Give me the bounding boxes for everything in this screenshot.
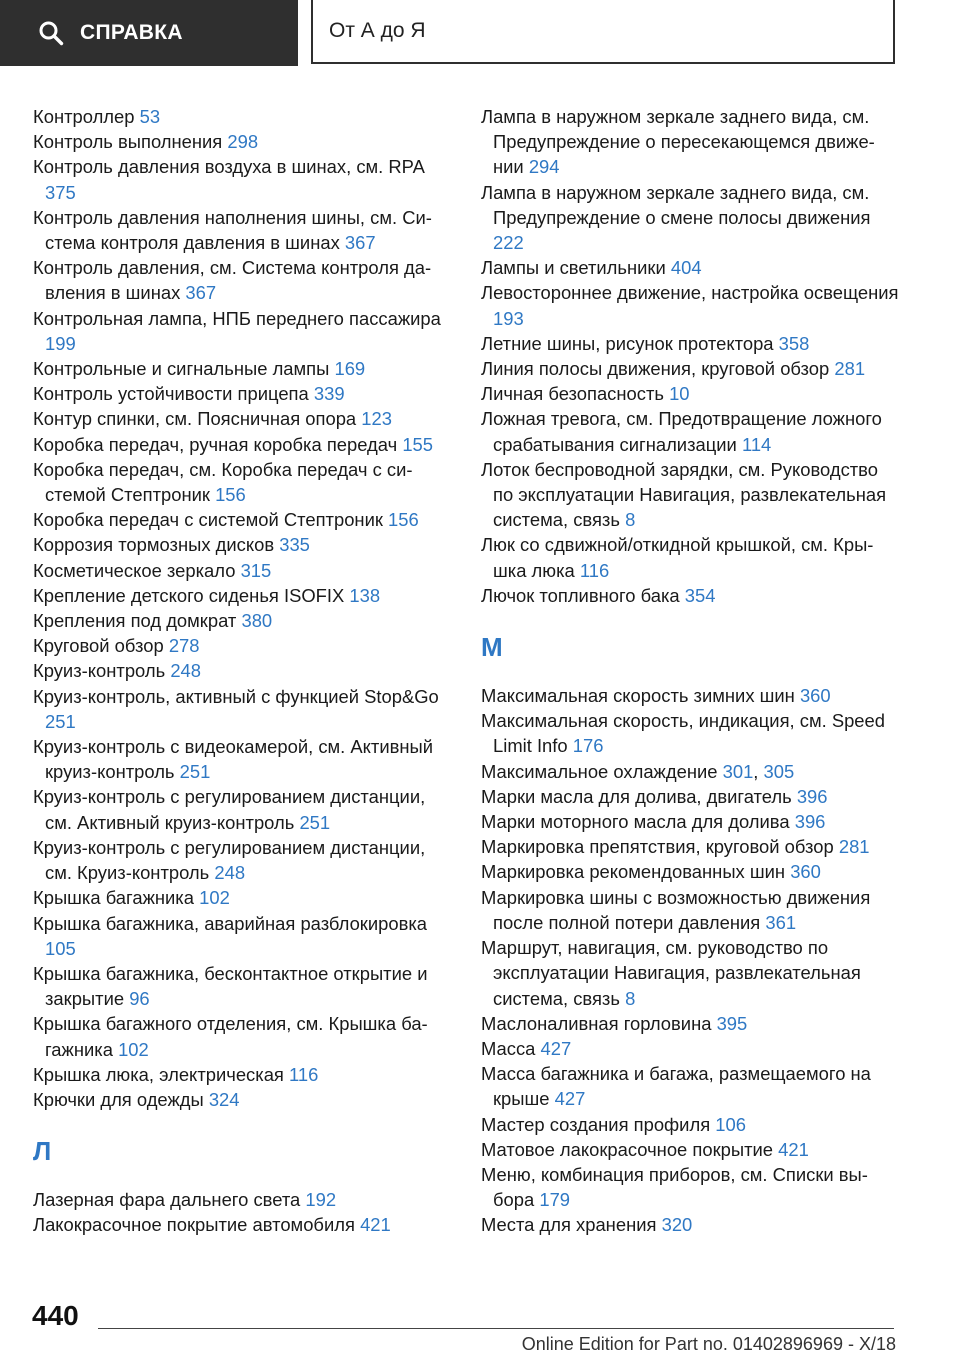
index-entry xyxy=(481,708,899,758)
index-entry-text: Коробка передач, см. Коробка передач с системой Стептроник xyxy=(33,458,413,506)
page-link[interactable]: 8 xyxy=(625,987,636,1009)
index-entry xyxy=(33,784,447,834)
page-link[interactable]: 102 xyxy=(199,887,230,909)
index-entry xyxy=(481,381,899,406)
index-entry-text: Крепление детского сиденья ISOFIX xyxy=(33,584,345,606)
index-entry-text: Левостороннее движение, настройка освещения xyxy=(481,282,899,304)
index-entry-text: Круиз-контроль с регулированием дистанции, см. Активный круиз-контроль xyxy=(33,786,426,833)
index-entry xyxy=(33,835,447,885)
index-entry xyxy=(33,1062,447,1087)
index-entry xyxy=(481,1162,899,1212)
page-link[interactable]: 367 xyxy=(344,232,376,254)
page-link[interactable]: 123 xyxy=(361,408,392,430)
page-link[interactable]: 251 xyxy=(179,761,211,783)
page-link[interactable]: 10 xyxy=(669,383,690,405)
index-entry-text: Круиз-контроль, активный с функцией Stop&Go xyxy=(33,685,439,707)
index-entry xyxy=(33,608,447,633)
page-link[interactable]: 361 xyxy=(765,911,797,933)
page-link[interactable]: 251 xyxy=(45,710,76,732)
index-entry xyxy=(481,859,899,884)
page-link[interactable]: 102 xyxy=(118,1038,149,1060)
index-entry xyxy=(481,683,899,708)
page-link[interactable]: 427 xyxy=(540,1037,572,1059)
page-link[interactable]: 358 xyxy=(778,332,810,354)
index-entry xyxy=(33,129,447,154)
index-entry-text: Максимальная скорость, индикация, см. Speed Limit Info xyxy=(481,710,885,757)
index-entry xyxy=(481,1137,899,1162)
index-entry xyxy=(33,381,447,406)
page-link[interactable]: 320 xyxy=(661,1214,693,1236)
page-link[interactable]: 155 xyxy=(402,433,434,455)
index-entry xyxy=(481,457,899,533)
index-entry xyxy=(33,255,447,305)
page-link[interactable]: 248 xyxy=(170,660,201,682)
section-letter: Л xyxy=(33,1136,52,1167)
index-entry xyxy=(481,406,899,456)
page-link[interactable]: 375 xyxy=(45,181,76,203)
page-link[interactable]: 367 xyxy=(185,282,217,304)
page-link[interactable]: 294 xyxy=(528,156,560,178)
index-entry-text: Крышка багажника, бесконтактное открытие и закрытие xyxy=(33,962,428,1010)
index-entry-text: Круиз-контроль с видеокамерой, см. Активный круиз-контроль xyxy=(33,736,434,783)
index-entry xyxy=(33,432,447,457)
index-entry-text: Лампа в наружном зеркале заднего вида, см. Предупреждение о пересекающемся движении xyxy=(481,106,875,178)
page-link[interactable]: 360 xyxy=(790,861,821,883)
index-entry-text: Контрольная лампа, НПБ переднего пассажира xyxy=(33,307,441,329)
index-entry xyxy=(33,1087,447,1112)
index-entry xyxy=(481,532,899,582)
page-link[interactable]: 427 xyxy=(554,1088,586,1110)
index-entry xyxy=(33,532,447,557)
index-entry-text: Места для хранения xyxy=(481,1214,657,1236)
page-link[interactable]: 421 xyxy=(778,1138,809,1160)
page-link[interactable]: 138 xyxy=(349,584,381,606)
page-link[interactable]: 105 xyxy=(45,937,76,959)
index-entry-text: Коробка передач, ручная коробка передач xyxy=(33,433,398,455)
index-entry xyxy=(33,1187,447,1212)
index-entry: Максимальное охлаждение 301, 305 xyxy=(481,760,795,782)
index-entry xyxy=(481,1212,899,1237)
index-entry xyxy=(481,834,899,859)
index-entry-text: Маршрут, навигация, см. руководство по эксплуатации Навигация, развлекательная система, связь xyxy=(481,937,861,1009)
page-link[interactable]: 360 xyxy=(799,685,831,707)
index-entry-text: Ложная тревога, см. Предотвращение ложного срабатывания сигнализации xyxy=(481,408,882,455)
index-entry xyxy=(33,154,447,204)
index-entry xyxy=(481,1112,899,1137)
index-entry xyxy=(33,1011,447,1061)
index-entry-text: Крючки для одежды xyxy=(33,1088,204,1110)
index-entry-text: Мастер создания профиля xyxy=(481,1113,711,1135)
page-link[interactable]: 339 xyxy=(313,383,345,405)
edition-footer: Online Edition for Part no. 01402896969 - X/18 xyxy=(521,1334,896,1354)
index-entry xyxy=(481,1061,899,1111)
index-entry-text: Личная безопасность xyxy=(481,383,664,405)
page-link[interactable]: 281 xyxy=(834,358,866,380)
page-link[interactable]: 281 xyxy=(838,836,870,858)
index-entry-text: Крышка багажного отделения, см. Крышка багажника xyxy=(33,1013,428,1060)
index-entry xyxy=(33,658,447,683)
index-entry xyxy=(481,280,899,330)
page-link[interactable]: 199 xyxy=(45,332,76,354)
index-entry-text: Лампы и светильники xyxy=(481,257,666,279)
index-entry xyxy=(33,306,447,356)
index-entry-text: Контрольные и сигнальные лампы xyxy=(33,358,330,380)
index-entry-text: Марки моторного масла для долива xyxy=(481,811,790,833)
page-link[interactable]: 335 xyxy=(279,534,310,556)
page-link[interactable]: 301 xyxy=(722,760,754,782)
index-entry-text: Крышка багажника xyxy=(33,887,194,909)
page-link[interactable]: 248 xyxy=(214,862,246,884)
index-entry xyxy=(481,331,899,356)
index-entry xyxy=(33,406,447,431)
index-entry-text: Коробка передач с системой Стептроник xyxy=(33,509,383,531)
page-link[interactable]: 96 xyxy=(129,988,150,1010)
page-link[interactable]: 404 xyxy=(670,257,702,279)
footer-divider xyxy=(98,1328,894,1329)
page-link[interactable]: 176 xyxy=(572,735,604,757)
page-link[interactable]: 298 xyxy=(227,131,259,153)
page-link[interactable]: 192 xyxy=(305,1189,337,1211)
page-link[interactable]: 421 xyxy=(360,1214,391,1236)
page-link[interactable]: 8 xyxy=(625,509,636,531)
index-entry xyxy=(481,255,899,280)
index-entry-text: Крепления под домкрат xyxy=(33,610,237,632)
index-entry-text: Максимальное охлаждение xyxy=(481,760,718,782)
index-entry xyxy=(33,1212,447,1237)
index-entry xyxy=(481,1036,899,1061)
index-entry-text: Контроллер xyxy=(33,106,135,127)
index-entry-text: Коррозия тормозных дисков xyxy=(33,534,275,556)
page-link[interactable]: 53 xyxy=(139,106,161,127)
top-bar xyxy=(0,0,960,66)
index-entry-text: Маркировка препятствия, круговой обзор xyxy=(481,836,834,858)
page-link[interactable]: 169 xyxy=(334,358,366,380)
page-link[interactable]: 106 xyxy=(715,1113,746,1135)
index-entry-text: Лазерная фара дальнего света xyxy=(33,1189,301,1211)
page-link[interactable]: 395 xyxy=(716,1012,748,1034)
index-entry-text: Масса xyxy=(481,1037,536,1059)
page-link[interactable]: 116 xyxy=(579,559,610,581)
index-entry-text: Круиз-контроль с регулированием дистанции, см. Круиз-контроль xyxy=(33,836,426,884)
index-entry-text: Лоток беспроводной зарядки, см. Руководство по эксплуатации Навигация, развлекательная система, связь xyxy=(481,458,887,531)
index-entry xyxy=(481,935,899,1011)
index-entry-text: Летние шины, рисунок протектора xyxy=(481,332,774,354)
page-link[interactable]: 179 xyxy=(539,1189,571,1211)
index-entry xyxy=(33,734,447,784)
index-entry-text: Лючок топливного бака xyxy=(481,584,680,606)
index-entry-text: Маркировка рекомендованных шин xyxy=(481,861,786,883)
az-index-label: От А до Я xyxy=(329,19,426,42)
index-entry-text: Крышка люка, электрическая xyxy=(33,1063,284,1085)
index-entry xyxy=(481,1011,899,1036)
index-entry xyxy=(33,356,447,381)
page-link[interactable]: 193 xyxy=(493,307,524,329)
index-entry-text: Максимальная скорость зимних шин xyxy=(481,685,795,707)
page-link[interactable]: 396 xyxy=(796,785,828,807)
index-column-left xyxy=(33,104,447,1238)
index-entry-text: Люк со сдвижной/откидной крышкой, см. Крышка люка xyxy=(481,534,874,581)
index-entry xyxy=(481,356,899,381)
az-index-tab[interactable] xyxy=(311,0,895,64)
index-entry xyxy=(481,180,899,256)
help-tab[interactable] xyxy=(0,0,298,66)
index-entry xyxy=(33,205,447,255)
page-number: 440 xyxy=(32,1300,79,1331)
page-link[interactable]: 156 xyxy=(388,509,419,531)
index-entry-text: Контроль давления воздуха в шинах, см. RPA xyxy=(33,156,424,178)
index-entry xyxy=(33,961,447,1011)
index-entry-text: Масса багажника и багажа, размещаемого на крыше xyxy=(481,1063,871,1110)
index-entry-text: Маслоналивная горловина xyxy=(481,1012,712,1034)
index-entry-text: Лакокрасочное покрытие автомобиля xyxy=(33,1214,355,1236)
page-link[interactable]: 324 xyxy=(208,1088,240,1110)
page-link[interactable]: 380 xyxy=(241,610,273,632)
index-entry-text: Косметическое зеркало xyxy=(33,559,236,581)
page-link[interactable]: 251 xyxy=(299,811,331,833)
index-column-right xyxy=(481,104,899,1238)
index-entry xyxy=(33,633,447,658)
index-entry-text: Линия полосы движения, круговой обзор xyxy=(481,358,830,380)
index-entry xyxy=(481,104,899,180)
index-entry-text: Контроль устойчивости прицепа xyxy=(33,383,309,405)
index-entry-text: Лампа в наружном зеркале заднего вида, см. Предупреждение о смене полосы движения xyxy=(481,181,871,228)
page-link[interactable]: 305 xyxy=(763,760,795,782)
page-link[interactable]: 315 xyxy=(240,559,272,581)
index-entry xyxy=(33,558,447,583)
help-tab-label: СПРАВКА xyxy=(80,21,183,44)
page-link[interactable]: 278 xyxy=(168,635,200,657)
index-entry-text: Контроль давления наполнения шины, см. Система контроля давления в шинах xyxy=(33,206,432,254)
page-link[interactable]: 354 xyxy=(684,584,716,606)
index-entry xyxy=(33,684,447,734)
index-entry-text: Контроль выполнения xyxy=(33,131,223,153)
index-entry xyxy=(481,885,899,935)
page-link[interactable]: 116 xyxy=(289,1063,319,1085)
index-entry xyxy=(33,104,447,129)
page-link[interactable]: 156 xyxy=(215,484,246,506)
index-entry-text: Круиз-контроль xyxy=(33,660,166,682)
page-link[interactable]: 114 xyxy=(741,433,772,455)
index-entry xyxy=(33,583,447,608)
index-entry xyxy=(33,507,447,532)
index-entry-text: Крышка багажника, аварийная разблокировка xyxy=(33,912,428,934)
index-entry xyxy=(33,885,447,910)
index-entry xyxy=(481,809,899,834)
page-link[interactable]: 396 xyxy=(794,811,826,833)
page-link[interactable]: 222 xyxy=(493,232,524,254)
index-entry-text: Контур спинки, см. Поясничная опора xyxy=(33,408,357,430)
index-entry-text: Контроль давления, см. Система контроля давления в шинах xyxy=(33,257,432,304)
index-entry xyxy=(33,457,447,507)
index-entry-text: Маркировка шины с возможностью движения после полной потери давления xyxy=(481,886,871,933)
index-entry xyxy=(481,784,899,809)
index-entry-text: Марки масла для долива, двигатель xyxy=(481,785,792,807)
index-entry xyxy=(33,911,447,961)
search-icon xyxy=(38,20,64,46)
index-entry xyxy=(481,583,899,608)
section-letter: М xyxy=(481,632,503,663)
index-entry-text: Матовое лакокрасочное покрытие xyxy=(481,1138,773,1160)
index-entry-text: Круговой обзор xyxy=(33,635,164,657)
index-entry-text: Меню, комбинация приборов, см. Списки выбора xyxy=(481,1163,868,1211)
